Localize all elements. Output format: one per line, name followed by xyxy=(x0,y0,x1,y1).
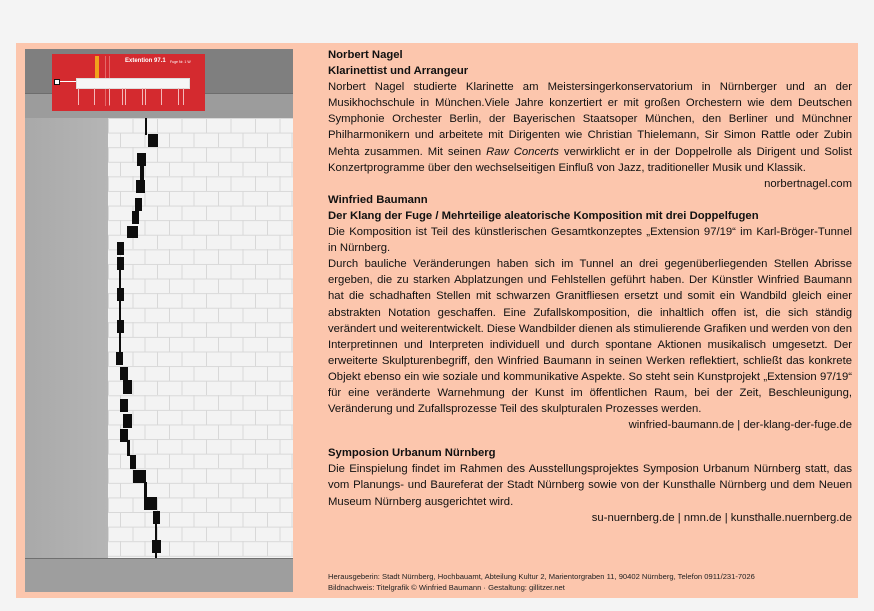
sign-title: Extention 97.1 xyxy=(125,58,166,64)
notation-line xyxy=(119,333,121,353)
notation-line xyxy=(140,165,144,181)
imprint-footer xyxy=(328,571,755,593)
imprint-publisher: Herausgeberin: Stadt Nürnberg, Hochbauamt, Abteilung Kultur 2, Marientorgraben 11, 90402 Nürnberg, Telefon 0911/231-7026 xyxy=(328,572,755,581)
notation-line xyxy=(144,482,147,498)
notation-block xyxy=(120,367,128,380)
sign-tick xyxy=(78,88,79,105)
sign-orange-marker xyxy=(95,56,99,78)
section-heading: Norbert Nagel xyxy=(328,49,403,61)
notation-line xyxy=(145,118,147,135)
tunnel-sign xyxy=(52,54,205,111)
tunnel-photo xyxy=(25,49,293,592)
sign-tick xyxy=(142,88,143,105)
tiled-wall xyxy=(108,118,293,558)
sign-tick xyxy=(145,88,146,105)
notation-block xyxy=(148,134,158,147)
notation-block xyxy=(135,198,142,211)
flyer-card xyxy=(16,43,858,598)
section-paragraph: Die Komposition ist Teil des künstlerischen Gesamtkonzeptes „Extension 97/19“ im Karl-Bröger-Tunnel in Nürnberg. xyxy=(328,226,852,255)
notation-block xyxy=(123,414,132,428)
section-heading: Symposion Urbanum Nürnberg xyxy=(328,447,496,460)
section-subheading: Der Klang der Fuge / Mehrteilige aleatorische Komposition mit drei Doppelfugen xyxy=(328,209,759,222)
notation-line xyxy=(119,301,121,321)
notation-line xyxy=(119,268,121,288)
section-link[interactable]: winfried-baumann.de | der-klang-der-fuge.de xyxy=(628,419,852,432)
section-winfried-baumann xyxy=(328,192,852,433)
sign-tick xyxy=(178,88,179,105)
notation-block xyxy=(127,226,138,238)
notation-block xyxy=(120,399,128,412)
section-body xyxy=(328,79,852,176)
notation-block xyxy=(116,352,123,365)
left-wall xyxy=(25,118,108,558)
text-column xyxy=(328,47,852,526)
sign-tick xyxy=(161,88,162,105)
notation-line xyxy=(127,440,130,456)
floor-band xyxy=(25,558,293,592)
section-link[interactable]: su-nuernberg.de | nmn.de | kunsthalle.nuernberg.de xyxy=(591,511,852,524)
section-link[interactable]: norbertnagel.com xyxy=(764,177,852,190)
sign-tick xyxy=(125,88,126,105)
section-heading: Winfried Baumann xyxy=(328,193,428,206)
section-paragraph: Die Einspielung findet im Rahmen des Ausstellungsprojektes Symposion Urbanum Nürnberg statt, das vom Planungs- und Baureferat der Stadt Nürnberg sowie von der Kunsthalle Nürnberg und dem Neuen Museum Nürnberg ausgerichtet wird. xyxy=(328,463,852,508)
section-norbert-nagel xyxy=(328,47,852,192)
notation-block xyxy=(144,497,157,510)
body-italic-text: Raw Concerts xyxy=(486,145,559,158)
body-text: verwirklicht er in der Doppelrolle als Dirigent und Solist Konzertprogramme über den wechselseitigen Einfluß von Jazz, traditioneller Musik und Klassik. xyxy=(328,145,852,174)
notation-block xyxy=(117,288,124,301)
notation-block xyxy=(123,380,132,394)
notation-block xyxy=(117,320,124,333)
notation-block xyxy=(130,455,136,469)
notation-block xyxy=(117,242,124,255)
imprint-credits: Bildnachweis: Titelgrafik © Winfried Baumann · Gestaltung: gillitzer.net xyxy=(328,583,565,592)
notation-block xyxy=(132,211,139,224)
spacer xyxy=(328,433,852,445)
sign-subtitle: Fuge Nr. 1 W xyxy=(170,60,191,64)
section-paragraph: Durch bauliche Veränderungen haben sich im Tunnel an drei gegenüberliegenden Stellen Abrisse ergeben, die zu starken Abplatzungen und Fehlstellen geführt haben. Der Künstler Winfried Baumann hat die schadhaften Stellen mit schwarzen Granitfliesen ersetzt und somit ein Wandbild gleich einer abstrakten Notation geschaffen. Eine Zufallskomposition, die inhaltlich offen ist, die sich ständig verändert und weiterentwickelt. Diese Wandbilder dienen als stimulierende Grafiken und werden von den Interpretinnen und Interpreten individuell und durch spontane Aktionen musikalisch umgesetzt. Der erweiterte Skulpturenbegriff, den Winfried Baumann in seinen Werken reflektiert, schließt das konkrete Objekt ebenso ein wie soziale und kommunikative Aspekte. So steht sein Kunstprojekt „Extension 97/19“ für eine veränderte Warnehmung der Kunst im öffentlichen Raum, bei der Zeit, Beschleunigung, Veränderung und Zufallsprozesse Teil des skulpturalen Prozesses werden. xyxy=(328,258,852,416)
sign-tick xyxy=(94,88,95,105)
notation-block xyxy=(136,180,145,193)
section-symposion xyxy=(328,445,852,525)
sign-rod xyxy=(57,81,77,82)
body-text: Norbert Nagel studierte Klarinette am Meistersingerkonservatorium in Nürnberger und an der Musikhochschule in München.Viele Jahre konzertiert er mit großen Orchestern wie dem Deutschen Symphonie Orchester Berlin, der Bayerischen Staatsoper München, den Berliner und Münchner Philharmonikern und arbeitete mit Dirigenten wie Christian Thielemann, Sir Simon Rattle oder Zubin Mehta zusammen. Mit seinen xyxy=(328,81,852,158)
section-subheading: Klarinettist und Arrangeur xyxy=(328,65,469,78)
sign-square-icon xyxy=(54,79,60,85)
sign-tick xyxy=(122,88,123,105)
sign-tick xyxy=(183,88,184,105)
sign-tick xyxy=(109,88,110,105)
